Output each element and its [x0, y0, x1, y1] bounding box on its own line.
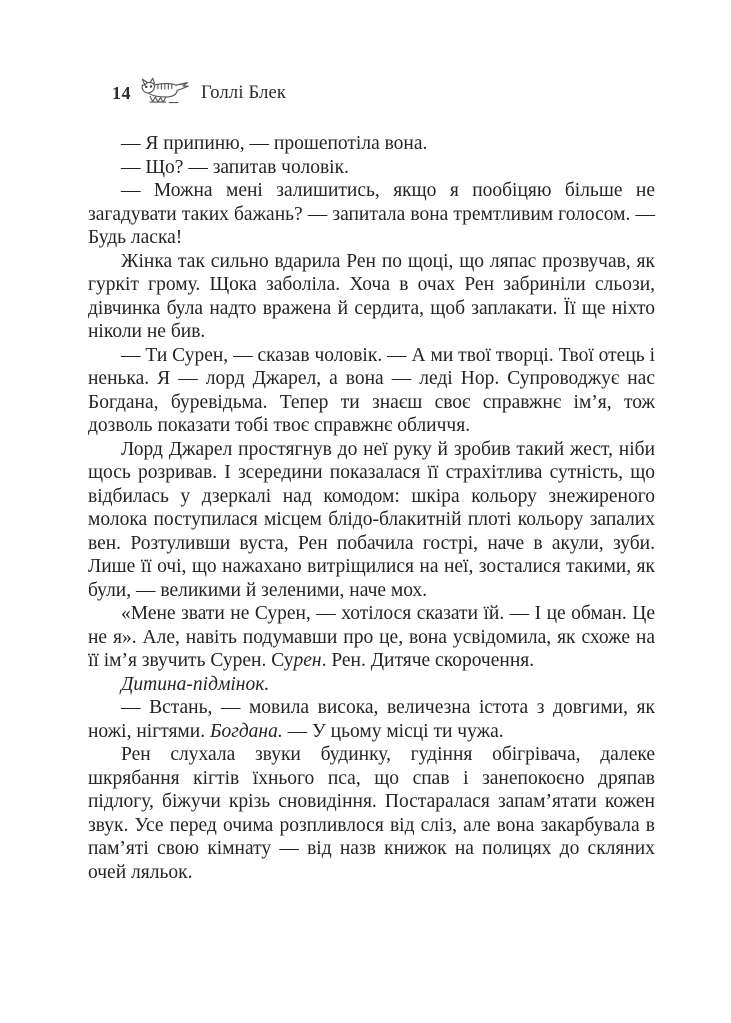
page-header [112, 78, 286, 108]
paragraph [88, 344, 655, 438]
paragraph-segment: — Ти Сурен, — сказав чоловік. — А ми твої творці. Твої отець і ненька. Я — лорд Джарел, а вона — леді Нор. Супроводжує нас Богдана, буревідьма. Тепер ти знаєш своє справжнє ім’я, тож дозволь показати тобі твоє справжнє обличчя. [88, 344, 655, 436]
running-head-author: Голлі Блек [201, 82, 287, 103]
text-block [88, 132, 655, 884]
page-number: 14 [112, 82, 131, 103]
paragraph [88, 438, 655, 603]
paragraph-segment: Жінка так сильно вдарила Рен по щоці, що ляпас прозвучав, як гуркіт грому. Щока заболіла. Хоча в очах Рен забриніли сльози, дівчинка була надто вражена й сердита, щоб заплакати. Її ще ніхто ніколи не бив. [88, 250, 655, 342]
paragraph [88, 673, 655, 697]
paragraph-segment-italic: Богдана. [209, 720, 283, 742]
paragraph-segment: Рен слухала звуки будинку, гудіння обігрівача, далеке шкрябання кігтів їхнього пса, що спав і занепокоєно дряпав підлогу, біжучи крізь сновидіння. Постаралася запам’ятати кожен звук. Усе перед очима розпливлося від сліз, але вона закарбувала в пам’яті свою кімнату — від назв книжок на полицях до скляних очей ляльок. [88, 744, 655, 883]
paragraph-segment: — У цьому місці ти чужа. [282, 720, 504, 742]
paragraph-segment-italic: рен [293, 650, 322, 671]
paragraph [88, 696, 655, 743]
paragraph [88, 132, 655, 156]
paragraph-segment: — Можна мені залишитись, якщо я пообіцяю більше не загадувати таких бажань? — запитала вона тремтливим голосом. — Будь ласка! [88, 180, 655, 248]
paragraph-segment: — Що? — запитав чоловік. [121, 156, 349, 178]
paragraph-segment: «Мене звати не Сурен, — хотілося сказати їй. — І це обман. Це не я». Але, навіть подумавши про це, вона усвідомила, як схоже на її ім’я звучить Сурен. Су [88, 603, 655, 671]
paragraph [88, 743, 655, 884]
paragraph-segment: Лорд Джарел простягнув до неї руку й зробив такий жест, ніби щось розривав. І зсередини показалася її страхітлива сутність, що відбилась у дзеркалі над комодом: шкіра кольору знежиреного молока поступилася місцем блідо-блакитній плоті кольору запалих вен. Розтуливши вуста, Рен побачила гострі, наче в акули, зуби. Лише її очі, що нажахано витріщилися на неї, зосталися такими, як були, — великими й зеленими, наче мох. [88, 438, 655, 601]
paragraph-segment: . Рен. Дитяче скорочення. [321, 650, 535, 671]
paragraph [88, 602, 655, 673]
paragraph-segment: — Встань, — мовила висока, величезна істота з довгими, як ножі, нігтями. [88, 697, 655, 742]
paragraph [88, 179, 655, 250]
paragraph [88, 250, 655, 344]
paragraph-segment-italic: Дитина-підмінок. [121, 673, 270, 695]
paragraph [88, 156, 655, 180]
paragraph-segment: — Я припиню, — прошепотіла вона. [121, 133, 428, 154]
cat-sketch-icon [138, 77, 190, 109]
